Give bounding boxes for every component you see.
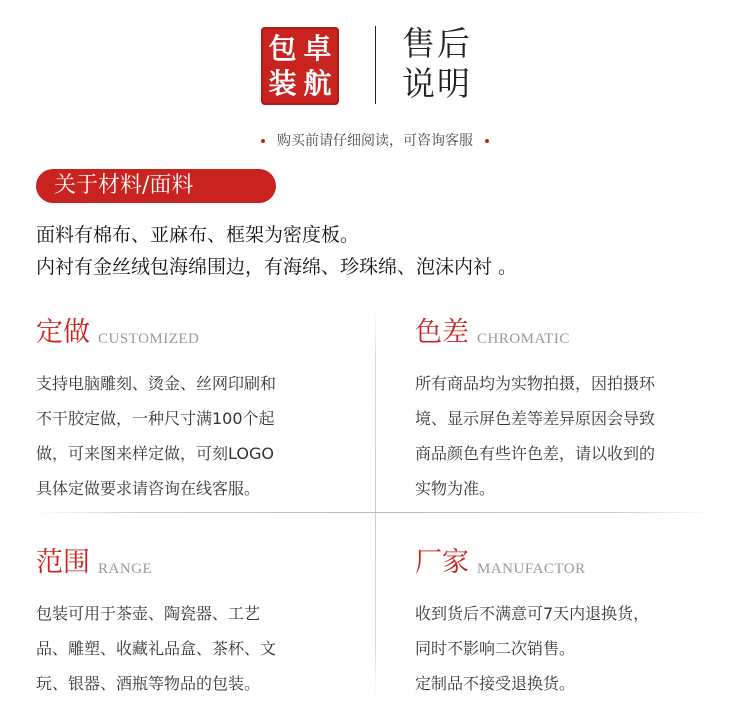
section-line: 同时不影响二次销售。 — [415, 639, 576, 658]
section-customized — [36, 315, 346, 506]
grid-horizontal-divider — [36, 512, 714, 513]
notice — [0, 130, 750, 150]
material-line: 内衬有金丝绒包海绵围边，有海绵、珍珠绵、泡沫内衬 。 — [36, 256, 518, 278]
section-line: 品、雕塑、收藏礼品盒、茶杯、文 — [36, 639, 277, 658]
section-heading — [36, 545, 346, 587]
section-line: 所有商品均为实物拍摄，因拍摄环 — [415, 374, 656, 393]
section-line: 做，可来图来样定做，可刻LOGO — [36, 444, 274, 463]
section-line: 定制品不接受退换货。 — [415, 674, 576, 693]
material-line: 面料有棉布、亚麻布、框架为密度板。 — [36, 224, 360, 246]
material-text — [36, 219, 517, 283]
header-divider — [375, 26, 376, 104]
section-line: 实物为准。 — [415, 479, 496, 498]
section-line: 不干胶定做，一种尺寸满100个起 — [36, 409, 275, 428]
section-heading — [415, 545, 725, 587]
brand-seal-logo — [261, 27, 339, 105]
dot-icon — [261, 139, 265, 143]
section-heading — [36, 315, 346, 357]
seal-char: 包 — [268, 32, 297, 65]
section-body — [415, 366, 725, 506]
section-subtitle: RANGE — [98, 561, 153, 577]
section-title: 定做 — [36, 317, 90, 348]
title-line: 售后 — [402, 24, 472, 63]
dot-icon — [485, 139, 489, 143]
section-title: 厂家 — [415, 547, 469, 578]
section-line: 包装可用于茶壶、陶瓷器、工艺 — [36, 604, 261, 623]
seal-char: 卓 — [303, 32, 332, 65]
section-body — [36, 366, 346, 506]
section-line: 支持电脑雕刻、烫金、丝网印刷和 — [36, 374, 277, 393]
section-heading — [415, 315, 725, 357]
section-manufactor — [415, 545, 725, 701]
section-line: 收到货后不满意可7天内退换货， — [415, 604, 650, 623]
notice-text: 购买前请仔细阅读，可咨询客服 — [277, 133, 473, 149]
page-title — [402, 24, 472, 104]
section-range — [36, 545, 346, 701]
section-subtitle: MANUFACTOR — [477, 561, 586, 577]
section-body — [415, 596, 725, 701]
section-line: 玩、银器、酒瓶等物品的包装。 — [36, 674, 261, 693]
section-line: 境、显示屏色差等差异原因会导致 — [415, 409, 656, 428]
section-line: 商品颜色有些许色差，请以收到的 — [415, 444, 656, 463]
seal-char: 航 — [303, 67, 332, 100]
section-subtitle: CUSTOMIZED — [98, 331, 200, 347]
section-chromatic — [415, 315, 725, 506]
grid-vertical-divider — [375, 308, 376, 698]
section-subtitle: CHROMATIC — [477, 331, 570, 347]
section-line: 具体定做要求请咨询在线客服。 — [36, 479, 261, 498]
section-body — [36, 596, 346, 701]
seal-char: 装 — [268, 67, 297, 100]
section-title: 范围 — [36, 547, 90, 578]
material-badge: 关于材料/面料 — [36, 169, 276, 203]
title-line: 说明 — [402, 64, 472, 103]
section-title: 色差 — [415, 317, 469, 348]
